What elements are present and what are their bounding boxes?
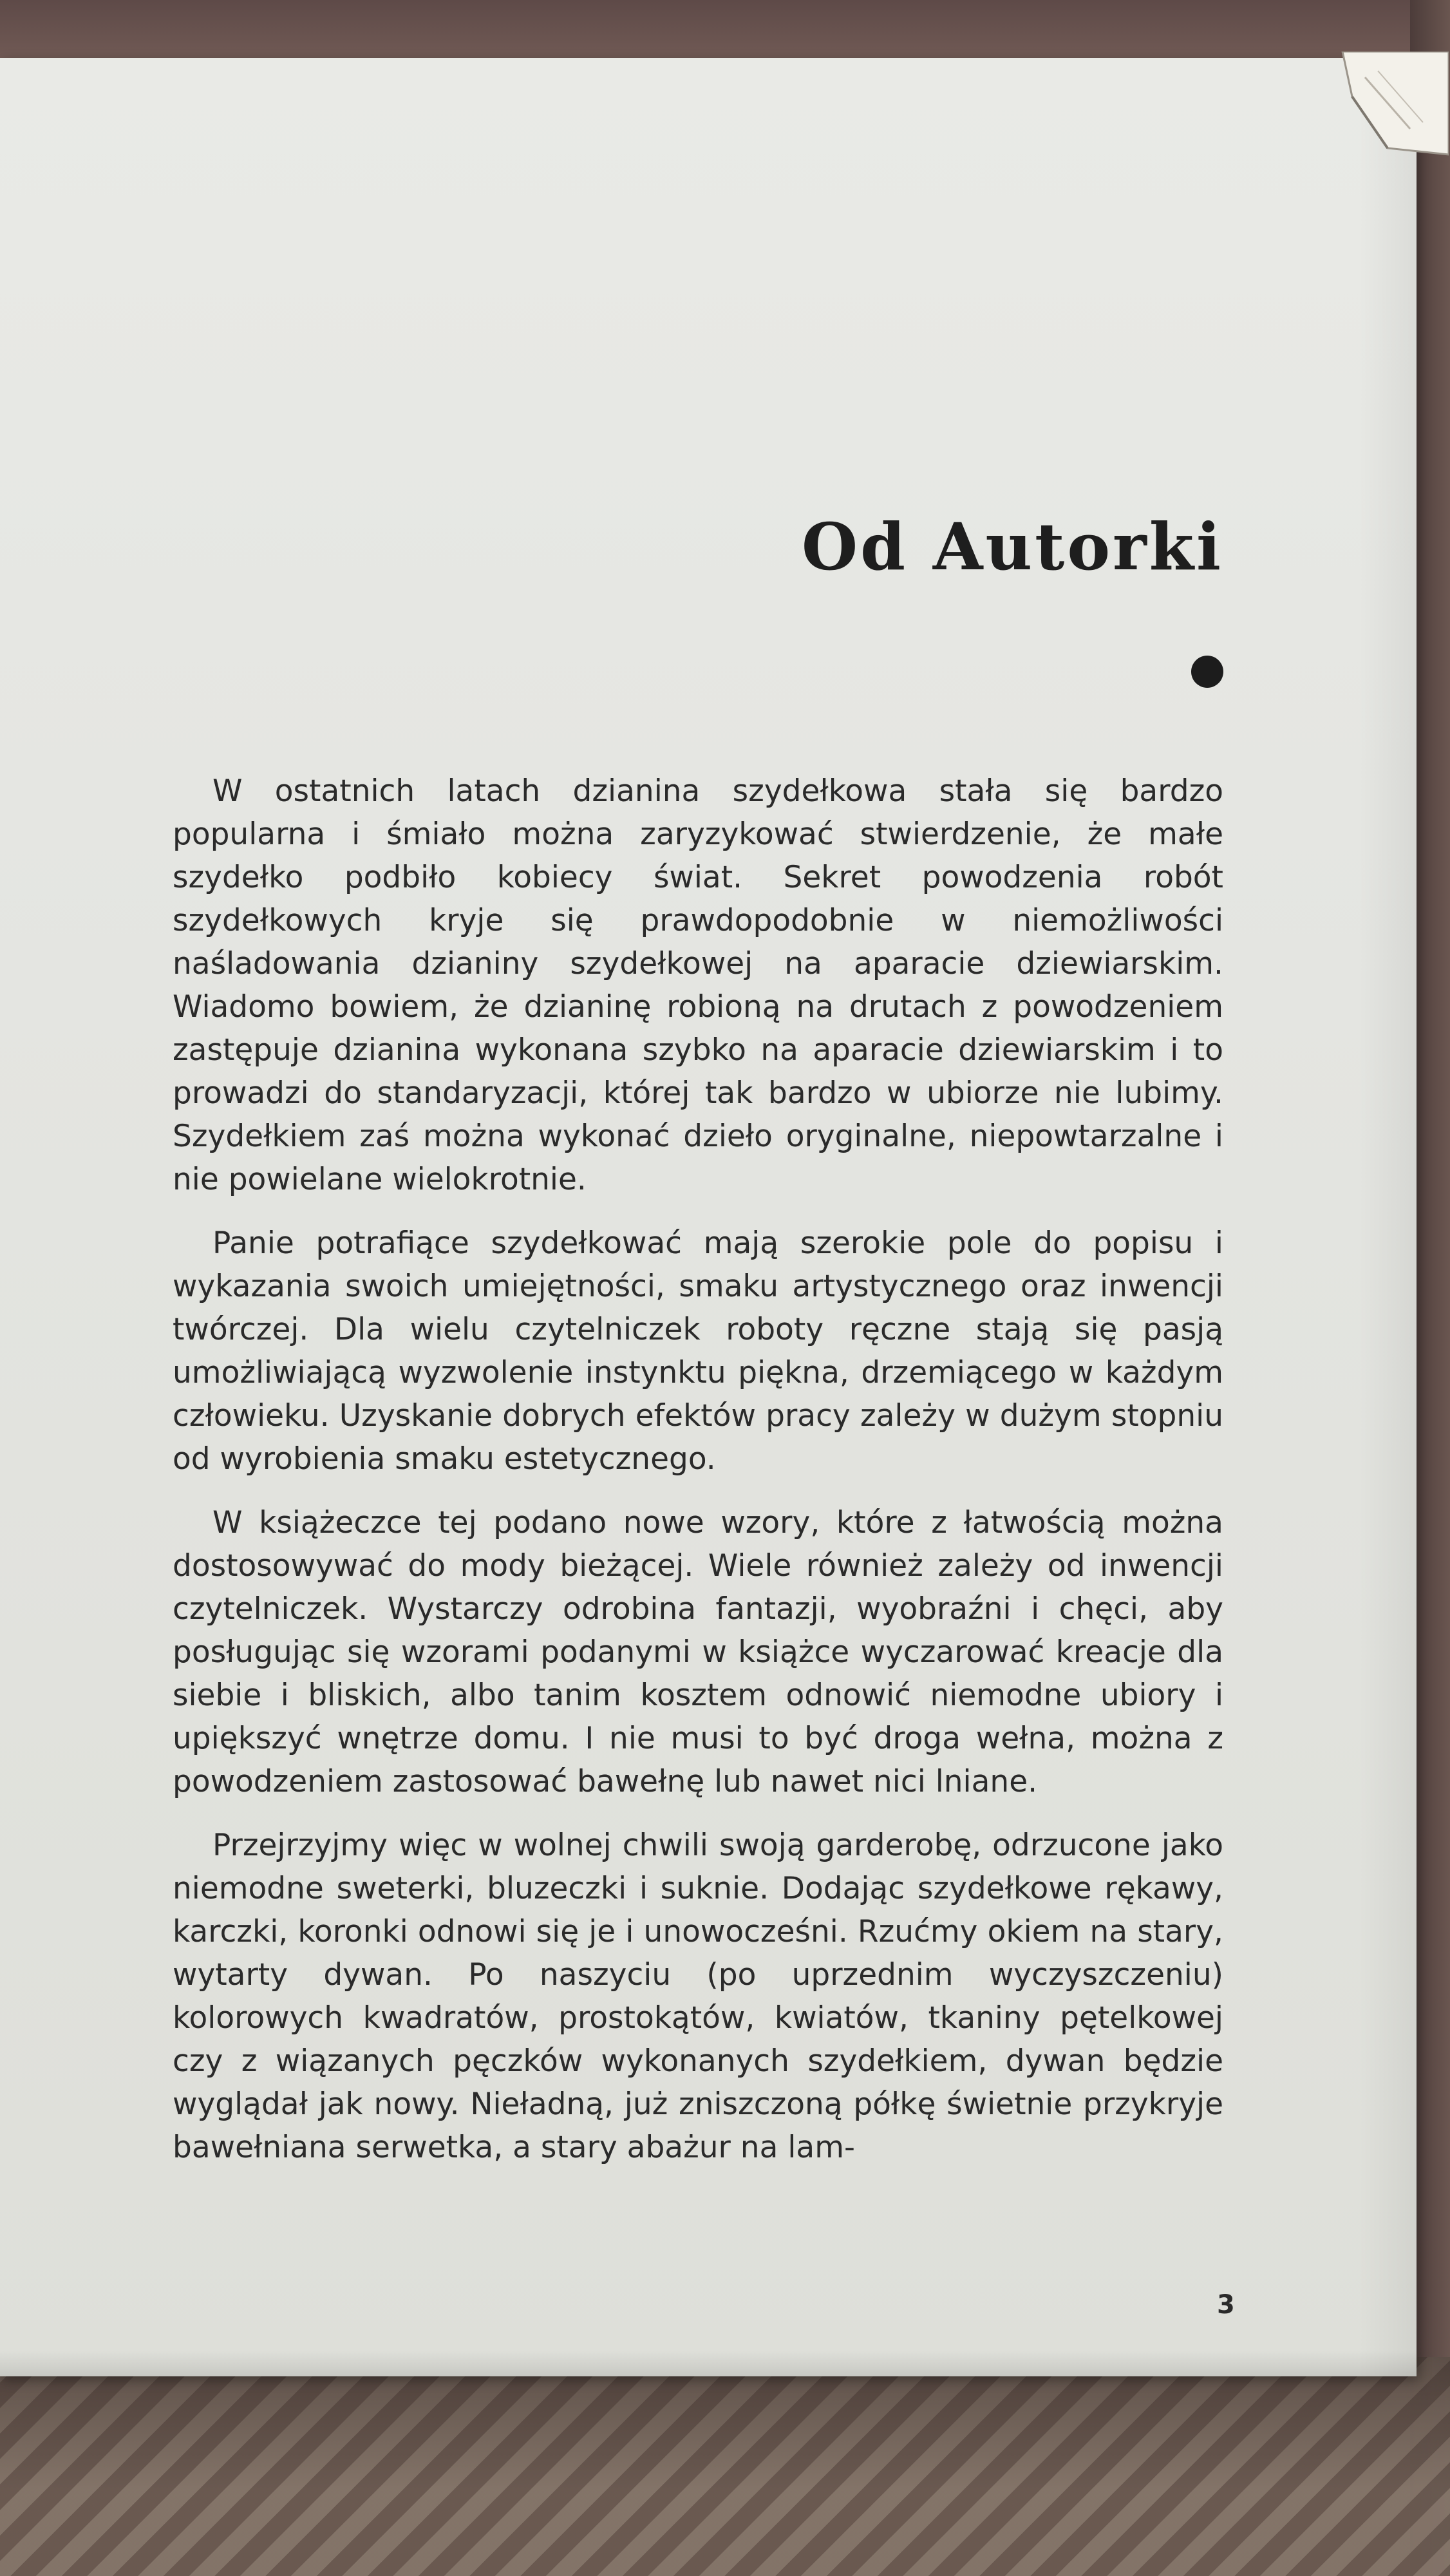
paragraph-1: W ostatnich latach dzianina szydełkowa stała się bardzo popularna i śmiało można zaryzykować stwierdzenie, że małe szydełko podbiło kobiecy świat. Sekret powodzenia robót szydełkowych kryje się prawdopodobnie w niemożliwości naśladowania dzianiny szydełkowej na aparacie dziewiarskim. Wiadomo bowiem, że dzianinę robioną na drutach z powodzeniem zastępuje dzianina wykonana szybko na aparacie dziewiarskim i to prowadzi do standaryzacji, której tak bardzo w ubiorze nie lubimy. Szydełkiem zaś można wykonać dzieło oryginalne, niepowtarzalne i nie powielane wielokrotnie.	[173, 773, 1223, 1197]
page-edge-shade	[1359, 58, 1417, 2376]
page-number: 3	[1217, 2290, 1235, 2320]
paragraph-2: Panie potrafiące szydełkować mają szerokie pole do popisu i wykazania swoich umiejętności, smaku artystycznego oraz inwencji twórczej. Dla wielu czytelniczek roboty ręczne stają się pasją umożliwiającą wyzwolenie instynktu piękna, drzemiącego w każdym człowieku. Uzyskanie dobrych efektów pracy zależy w dużym stopniu od wyrobienia smaku estetycznego.	[173, 1226, 1223, 1477]
page-title: Od Autorki	[802, 509, 1223, 585]
torn-corner	[1339, 52, 1449, 161]
body-text	[173, 770, 1223, 2190]
title-bullet-dot	[1191, 656, 1223, 688]
paragraph-4: Przejrzyjmy więc w wolnej chwili swoją garderobę, odrzucone jako niemodne sweterki, bluzeczki i suknie. Dodając szydełkowe rękawy, karczki, koronki odnowi się je i unowocześni. Rzućmy okiem na stary, wytarty dywan. Po naszyciu (po uprzednim wyczyszczeniu) kolorowych kwadratów, prostokątów, kwiatów, tkaniny pętelkowej czy z wiązanych pęczków wykonanych szydełkiem, dywan będzie wyglądał jak nowy. Nieładną, już zniszczoną półkę świetnie przykryje bawełniana serwetka, a stary abażur na lam-	[173, 1828, 1223, 2165]
booklet-page	[0, 58, 1417, 2376]
page-bottom-edge	[0, 2351, 1417, 2376]
paragraph-3: W książeczce tej podano nowe wzory, które z łatwością można dostosowywać do mody bieżącej. Wiele również zależy od inwencji czytelniczek. Wystarczy odrobina fantazji, wyobraźni i chęci, aby posługując się wzorami podanymi w książce wyczarować kreacje dla siebie i bliskich, albo tanim kosztem odnowić niemodne ubiory i upiększyć wnętrze domu. I nie musi to być droga wełna, można z powodzeniem zastosować bawełnę lub nawet nici lniane.	[173, 1505, 1223, 1799]
background-shadow	[0, 2357, 1450, 2576]
